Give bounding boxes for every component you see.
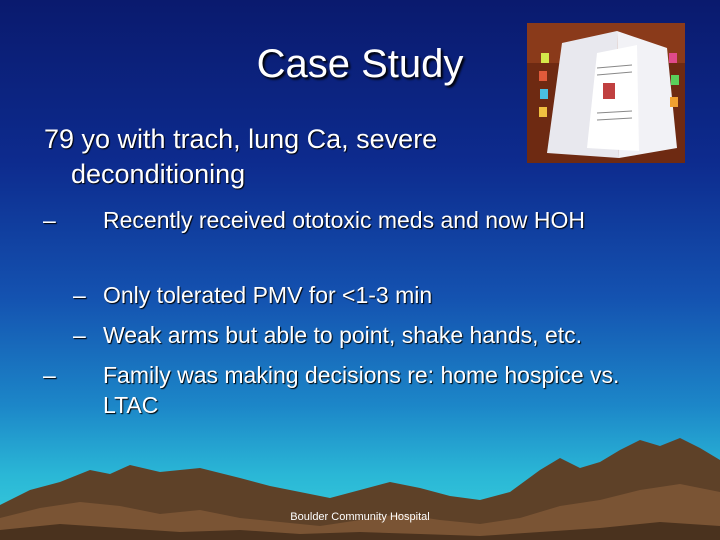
sub-bullet-text: Family was making decisions re: home hospice vs. LTAC <box>103 362 620 418</box>
sub-bullet-3 <box>73 320 693 350</box>
slide-title: Case Study <box>256 42 464 86</box>
sub-bullet-dash: – <box>73 282 86 308</box>
footer-text: Boulder Community Hospital <box>290 511 430 523</box>
sub-bullet-text: Only tolerated PMV for <1-3 min <box>103 282 433 308</box>
sub-bullet-dash: – <box>43 207 56 233</box>
binder-photo <box>527 23 685 163</box>
main-bullet: 79 yo with trach, lung Ca, severe deconditioning <box>44 124 438 189</box>
sub-bullet-dash: – <box>43 362 56 388</box>
sub-bullet-2 <box>73 280 693 310</box>
sub-bullet-text: Recently received ototoxic meds and now HOH <box>103 207 585 233</box>
sub-bullet-dash: – <box>73 322 86 348</box>
sub-bullet-text: Weak arms but able to point, shake hands, etc. <box>103 322 583 348</box>
binder-photo-icon <box>527 23 685 163</box>
sub-bullet-1 <box>43 205 720 235</box>
